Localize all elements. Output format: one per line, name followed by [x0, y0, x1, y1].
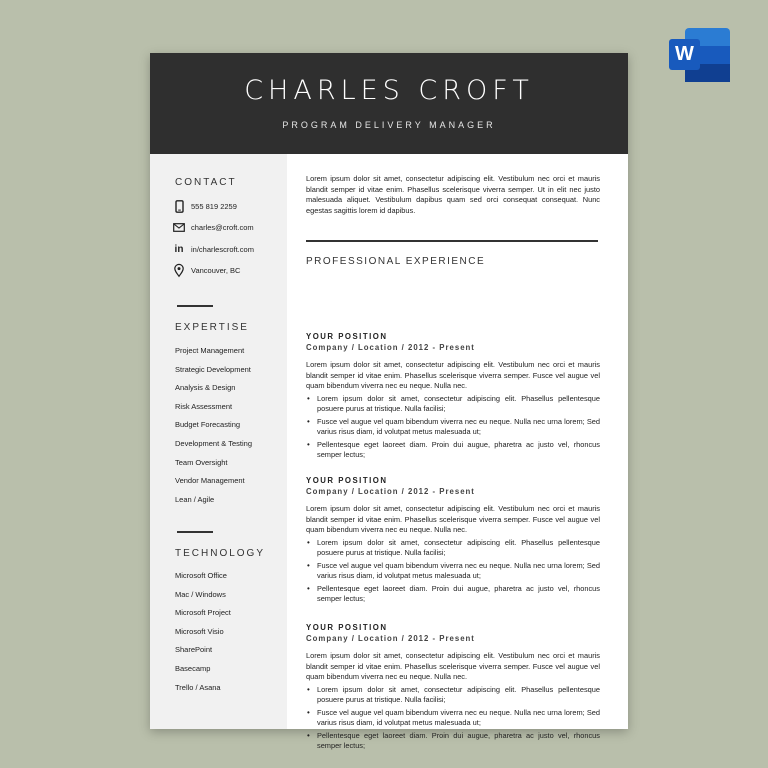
expertise-item: Analysis & Design [175, 383, 236, 393]
microsoft-word-icon [669, 28, 730, 82]
expertise-item: Project Management [175, 346, 245, 355]
contact-text: 555 819 2259 [191, 201, 237, 211]
technology-item: Basecamp [175, 664, 211, 673]
mail-icon [172, 220, 186, 234]
contact-text: Vancouver, BC [191, 265, 241, 275]
technology-item: Microsoft Project [175, 608, 231, 618]
job-bullets [306, 685, 600, 752]
resume-sidebar [150, 154, 287, 729]
technology-item: Trello / Asana [175, 682, 221, 692]
job-bullet: • Lorem ipsum dolor sit amet, consectetur adipiscing elit. Phasellus pellentesque posuere purus at tristique. Nulla facilisi; [306, 685, 600, 706]
expertise-item: Risk Assessment [175, 401, 233, 411]
job-entry [306, 623, 600, 752]
technology-item: Microsoft Visio [175, 626, 224, 636]
candidate-name: CHARLES CROFT [244, 75, 534, 106]
job-bullets [306, 538, 600, 605]
expertise-item: Lean / Agile [175, 494, 215, 504]
resume-header [150, 53, 628, 154]
job-position: YOUR POSITION [306, 623, 388, 632]
job-bullet: • Pellentesque eget laoreet diam. Proin dui augue, pharetra ac justo vel, rhoncus semper lectus; [306, 584, 600, 605]
expertise-item: Development & Testing [175, 439, 252, 448]
job-bullet: • Pellentesque eget laoreet diam. Proin dui augue, pharetra ac justo vel, rhoncus semper lectus; [306, 440, 600, 461]
job-description: Lorem ipsum dolor sit amet, consectetur adipiscing elit. Vestibulum nec orci et mauris blandit semper id vitae enim. Phasellus scelerisque viverra semper. Fusce vel augue vel quam bibendum viverra nec eu neque. Nulla nec. [306, 360, 600, 390]
job-bullet: • Lorem ipsum dolor sit amet, consectetur adipiscing elit. Phasellus pellentesque posuere purus at tristique. Nulla facilisi; [306, 538, 600, 559]
word-letter: W [675, 43, 694, 65]
expertise-item: Budget Forecasting [175, 420, 241, 430]
contact-heading: CONTACT [175, 177, 237, 188]
contact-text: charles@croft.com [191, 222, 254, 232]
job-bullet: • Pellentesque eget laoreet diam. Proin dui augue, pharetra ac justo vel, rhoncus semper lectus; [306, 731, 600, 752]
job-description: Lorem ipsum dolor sit amet, consectetur adipiscing elit. Vestibulum nec orci et mauris blandit semper id vitae enim. Phasellus scelerisque viverra semper. Fusce vel augue vel quam bibendum viverra nec eu neque. Nulla nec. [306, 504, 600, 534]
expertise-item: Vendor Management [175, 476, 245, 486]
contact-phone [172, 199, 237, 213]
job-position: YOUR POSITION [306, 476, 388, 485]
experience-heading: PROFESSIONAL EXPERIENCE [306, 256, 486, 267]
expertise-item: Team Oversight [175, 457, 228, 467]
technology-heading: TECHNOLOGY [175, 548, 266, 559]
job-bullet: • Fusce vel augue vel quam bibendum viverra nec eu neque. Nulla nec urna lorem; Sed varius risus diam, id volutpat metus malesuada ut; [306, 708, 600, 729]
contact-text: in/charlescroft.com [191, 244, 254, 254]
expertise-heading: EXPERTISE [175, 322, 249, 333]
contact-email [172, 220, 254, 234]
job-entry [306, 332, 600, 461]
job-bullet: • Fusce vel augue vel quam bibendum viverra nec eu neque. Nulla nec urna lorem; Sed varius risus diam, id volutpat metus malesuada ut; [306, 561, 600, 582]
location-pin-icon [172, 263, 186, 277]
expertise-item: Strategic Development [175, 364, 251, 374]
contact-linkedin [172, 242, 254, 256]
phone-icon [172, 199, 186, 213]
job-description: Lorem ipsum dolor sit amet, consectetur adipiscing elit. Vestibulum nec orci et mauris blandit semper id vitae enim. Phasellus scelerisque viverra semper. Fusce vel augue vel quam bibendum viverra nec eu neque. Nulla nec. [306, 651, 600, 681]
job-entry [306, 476, 600, 605]
candidate-title: PROGRAM DELIVERY MANAGER [282, 120, 496, 130]
job-company: Company / Location / 2012 - Present [306, 487, 475, 496]
section-divider [306, 240, 598, 242]
sidebar-divider [177, 531, 213, 533]
technology-item: Microsoft Office [175, 571, 227, 580]
resume-page [150, 53, 628, 750]
job-bullet: • Fusce vel augue vel quam bibendum viverra nec eu neque. Nulla nec urna lorem; Sed varius risus diam, id volutpat metus malesuada ut; [306, 417, 600, 438]
contact-location [172, 263, 240, 277]
profile-summary: Lorem ipsum dolor sit amet, consectetur adipiscing elit. Vestibulum nec orci et mauris blandit semper id vitae enim. Phasellus scelerisque viverra semper. Ut in elit nec justo malesuada aliquet. Vestibulum dapibus quam sed orci consequat consequat. Nunc egestas sagittis lorem id dapibus. [306, 174, 600, 215]
job-bullets [306, 394, 600, 461]
job-company: Company / Location / 2012 - Present [306, 343, 475, 352]
technology-item: SharePoint [175, 645, 213, 655]
job-position: YOUR POSITION [306, 332, 388, 341]
linkedin-icon: in [174, 243, 184, 255]
job-bullet: • Lorem ipsum dolor sit amet, consectetur adipiscing elit. Phasellus pellentesque posuere purus at tristique. Nulla facilisi; [306, 394, 600, 415]
job-company: Company / Location / 2012 - Present [306, 634, 475, 643]
sidebar-divider [177, 305, 213, 307]
technology-item: Mac / Windows [175, 589, 226, 599]
